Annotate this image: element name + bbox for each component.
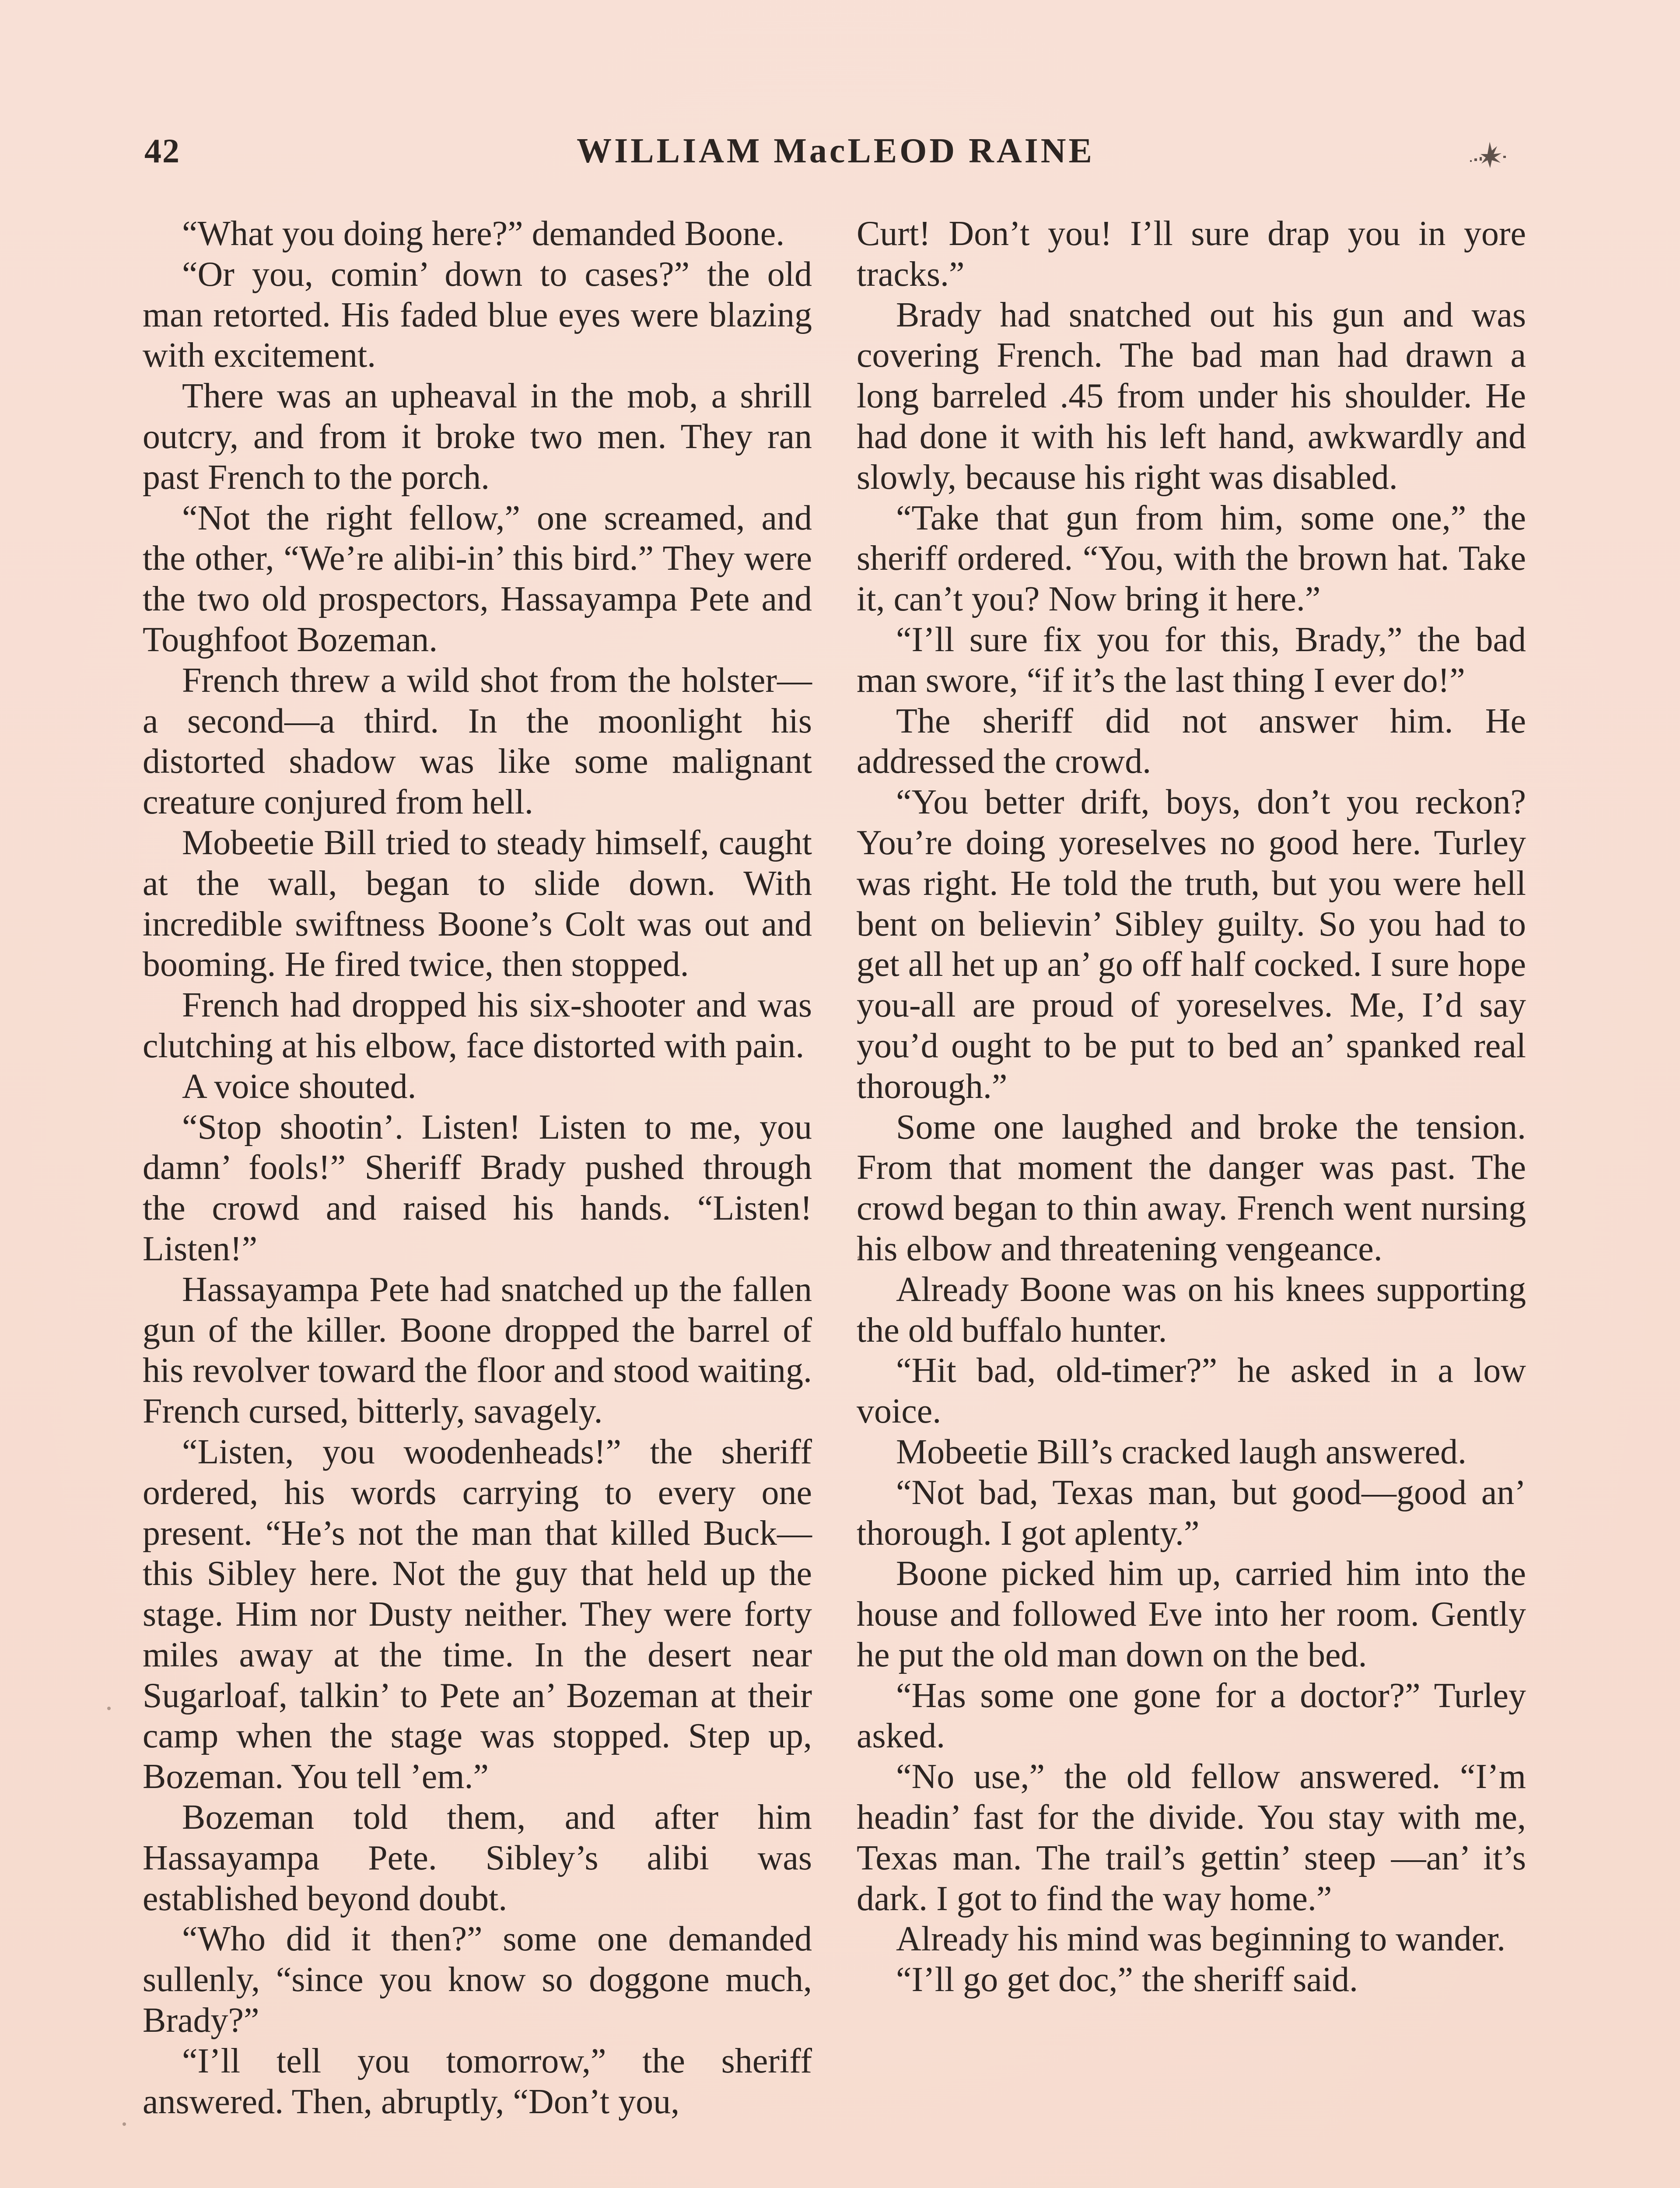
paragraph: “Not the right fellow,” one screamed, and the other, “We’re alibi-in’ this bird.” They were the two old prospectors, Hassayampa Pete and Toughfoot Bozeman. — [143, 498, 812, 659]
paragraph: Mobeetie Bill’s cracked laugh answered. — [896, 1432, 1466, 1471]
paragraph: “Take that gun from him, some one,” the sheriff ordered. “You, with the brown hat. Take it, can’t you? Now bring it here.” — [857, 498, 1526, 619]
paragraph: French threw a wild shot from the holster—a second—a third. In the moonlight his distorted shadow was like some malignant creature conjured from hell. — [143, 661, 812, 822]
paragraph: “Stop shootin’. Listen! Listen to me, you damn’ fools!” Sheriff Brady pushed through the crowd and raised his hands. “Listen! Listen!” — [143, 1108, 812, 1268]
paragraph: “No use,” the old fellow answered. “I’m headin’ fast for the divide. You stay with me, Texas man. The trail’s gettin’ steep —an’ it’s dark. I got to find the way home.” — [857, 1757, 1526, 1918]
paragraph: Boone picked him up, carried him into the house and followed Eve into her room. Gently he put the old man down on the bed. — [857, 1554, 1526, 1674]
paper-speck — [858, 1256, 861, 1259]
page-number: 42 — [144, 132, 180, 170]
paragraph: Brady had snatched out his gun and was covering French. The bad man had drawn a long barreled .45 from under his shoulder. He had done it with his left hand, awkwardly and slowly, because his right was disabled. — [857, 295, 1526, 497]
paragraph: Some one laughed and broke the tension. From that moment the danger was past. The crowd began to thin away. French went nursing his elbow and threatening vengeance. — [857, 1108, 1526, 1268]
right-column — [857, 214, 1526, 2000]
page-header — [140, 131, 1531, 179]
paragraph: Mobeetie Bill tried to steady himself, caught at the wall, began to slide down. With incredible swiftness Boone’s Colt was out and booming. He fired twice, then stopped. — [143, 823, 812, 984]
paragraph: “Or you, comin’ down to cases?” the old man retorted. His faded blue eyes were blazing with excitement. — [143, 255, 812, 375]
paragraph: “Listen, you woodenheads!” the sheriff ordered, his words carrying to every one present. “He’s not the man that killed Buck—this Sibley here. Not the guy that held up the stage. Him nor Dusty neither. They were forty miles away at the time. In the desert near Sugarloaf, talkin’ to Pete an’ Bozeman at their camp when the stage was stopped. Step up, Bozeman. You tell ’em.” — [143, 1432, 812, 1796]
paragraph: The sheriff did not answer him. He addressed the crowd. — [857, 701, 1526, 781]
paragraph: “I’ll sure fix you for this, Brady,” the bad man swore, “if it’s the last thing I ever do!” — [857, 620, 1526, 700]
paragraph: “Has some one gone for a doctor?” Turley asked. — [857, 1676, 1526, 1756]
paragraph: “Not bad, Texas man, but good—good an’ thorough. I got aplenty.” — [857, 1473, 1526, 1553]
paragraph: Bozeman told them, and after him Hassayampa Pete. Sibley’s alibi was established beyond doubt. — [143, 1798, 812, 1918]
paper-speck — [107, 1707, 111, 1710]
paragraph: “Who did it then?” some one demanded sullenly, “since you know so doggone much, Brady?” — [143, 1920, 812, 2040]
ornament-icon — [1466, 133, 1514, 172]
paragraph: A voice shouted. — [182, 1067, 416, 1106]
paragraph: Already Boone was on his knees supporting the old buffalo hunter. — [857, 1270, 1526, 1350]
paragraph: “You better drift, boys, don’t you reckon? You’re doing yoreselves no good here. Turley was right. He told the truth, but you were hell bent on believin’ Sibley guilty. So you had to get all het up an’ go off half cocked. I sure hope you-all are proud of yoreselves. Me, I’d say you’d ought to be put to bed an’ spanked real thorough.” — [857, 783, 1526, 1106]
paragraph: There was an upheaval in the mob, a shrill outcry, and from it broke two men. They ran past French to the porch. — [143, 377, 812, 497]
paragraph: “I’ll go get doc,” the sheriff said. — [896, 1960, 1358, 1999]
paper-speck — [122, 2122, 126, 2126]
paragraph: Hassayampa Pete had snatched up the fallen gun of the killer. Boone dropped the barrel of his revolver toward the floor and stood waiting. French cursed, bitterly, savagely. — [143, 1270, 812, 1431]
paragraph: “I’ll tell you tomorrow,” the sheriff answered. Then, abruptly, “Don’t you, — [143, 2041, 812, 2121]
left-column — [143, 214, 812, 2122]
paragraph: “Hit bad, old-timer?” he asked in a low voice. — [857, 1351, 1526, 1431]
paragraph: French had dropped his six-shooter and was clutching at his elbow, face distorted with pain. — [143, 986, 812, 1065]
paragraph: Curt! Don’t you! I’ll sure drap you in yore tracks.” — [857, 214, 1526, 294]
running-head: WILLIAM MacLEOD RAINE — [577, 132, 1095, 170]
paragraph: Already his mind was beginning to wander. — [896, 1920, 1506, 1959]
paragraph: “What you doing here?” demanded Boone. — [182, 214, 785, 253]
